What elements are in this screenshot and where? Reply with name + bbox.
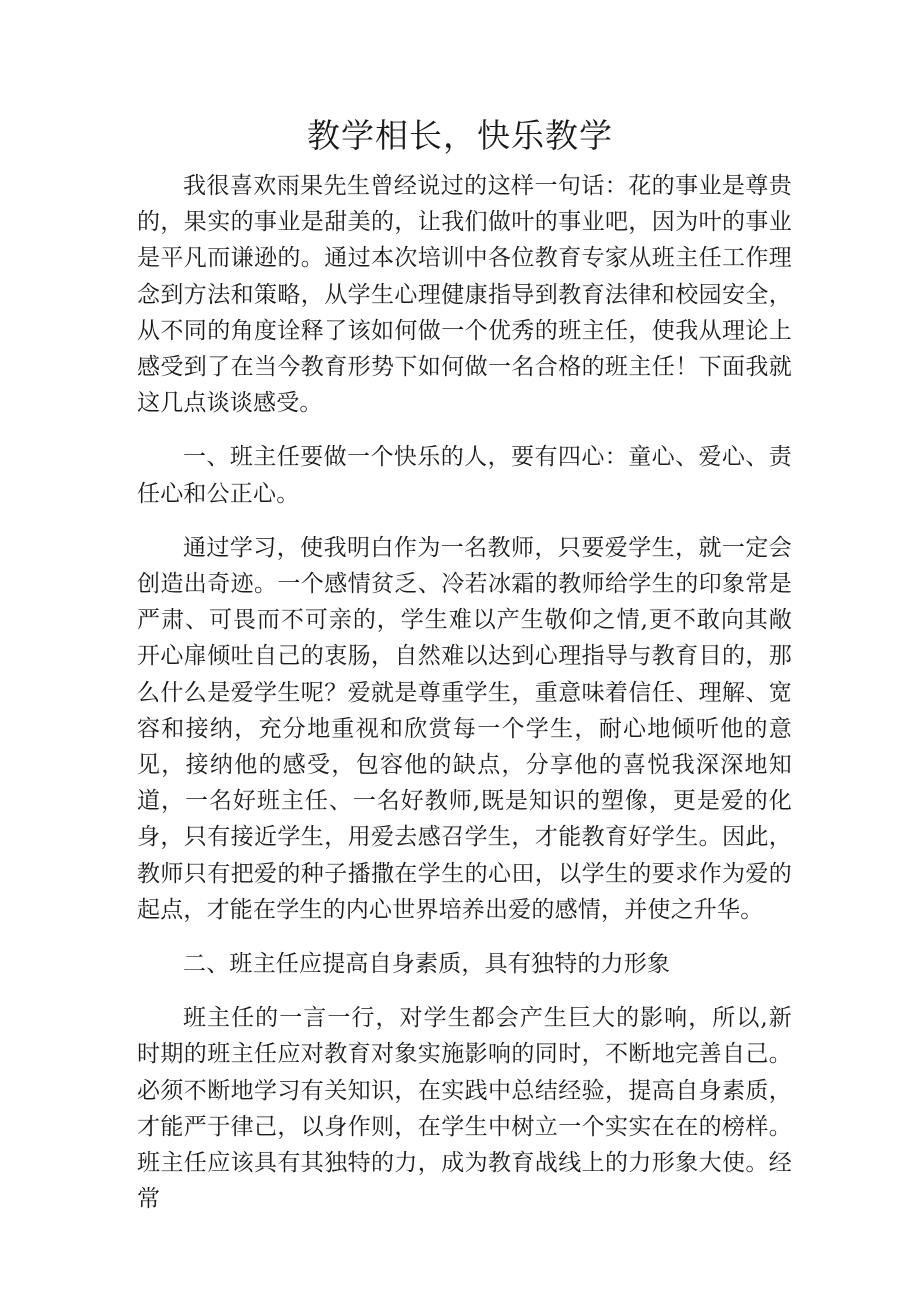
paragraph-section-2: 班主任的一言一行，对学生都会产生巨大的影响，所以,新时期的班主任应对教育对象实施影响的同时，不断地完善自己。必须不断地学习有关知识，在实践中总结经验，提高自身素质，才能严于律己，以身作则，在学生中树立一个实实在在的榜样。班主任应该具有其独特的力，成为教育战线上的力形象大使。经常 <box>137 1005 792 1213</box>
page-title: 教学相长，快乐教学 <box>307 116 613 155</box>
document-body <box>137 168 792 1235</box>
section-heading-1: 一、班主任要做一个快乐的人，要有四心：童心、爱心、责任心和公正心。 <box>137 444 792 507</box>
paragraph-intro: 我很喜欢雨果先生曾经说过的这样一句话：花的事业是尊贵的，果实的事业是甜美的，让我们做叶的事业吧，因为叶的事业是平凡而谦逊的。通过本次培训中各位教育专家从班主任工作理念到方法和策略，从学生心理健康指导到教育法律和校园安全，从不同的角度诠释了该如何做一个优秀的班主任，使我从理论上感受到了在当今教育形势下如何做一名合格的班主任！下面我就这几点谈谈感受。 <box>137 173 792 417</box>
section-heading-2: 二、班主任应提高自身素质，具有独特的力形象 <box>183 951 671 978</box>
paragraph-section-1: 通过学习，使我明白作为一名教师，只要爱学生，就一定会创造出奇迹。一个感情贫乏、冷若冰霜的教师给学生的印象常是严肃、可畏而不可亲的，学生难以产生敬仰之情,更不敢向其敞开心扉倾吐自己的衷肠，自然难以达到心理指导与教育目的，那么什么是爱学生呢？爱就是尊重学生，重意味着信任、理解、宽容和接纳，充分地重视和欣赏每一个学生，耐心地倾听他的意见，接纳他的感受，包容他的缺点，分享他的喜悦我深深地知道，一名好班主任、一名好教师,既是知识的塑像，更是爱的化身，只有接近学生，用爱去感召学生，才能教育好学生。因此，教师只有把爱的种子播撒在学生的心田，以学生的要求作为爱的起点，才能在学生的内心世界培养出爱的感情，并使之升华。 <box>137 534 792 923</box>
